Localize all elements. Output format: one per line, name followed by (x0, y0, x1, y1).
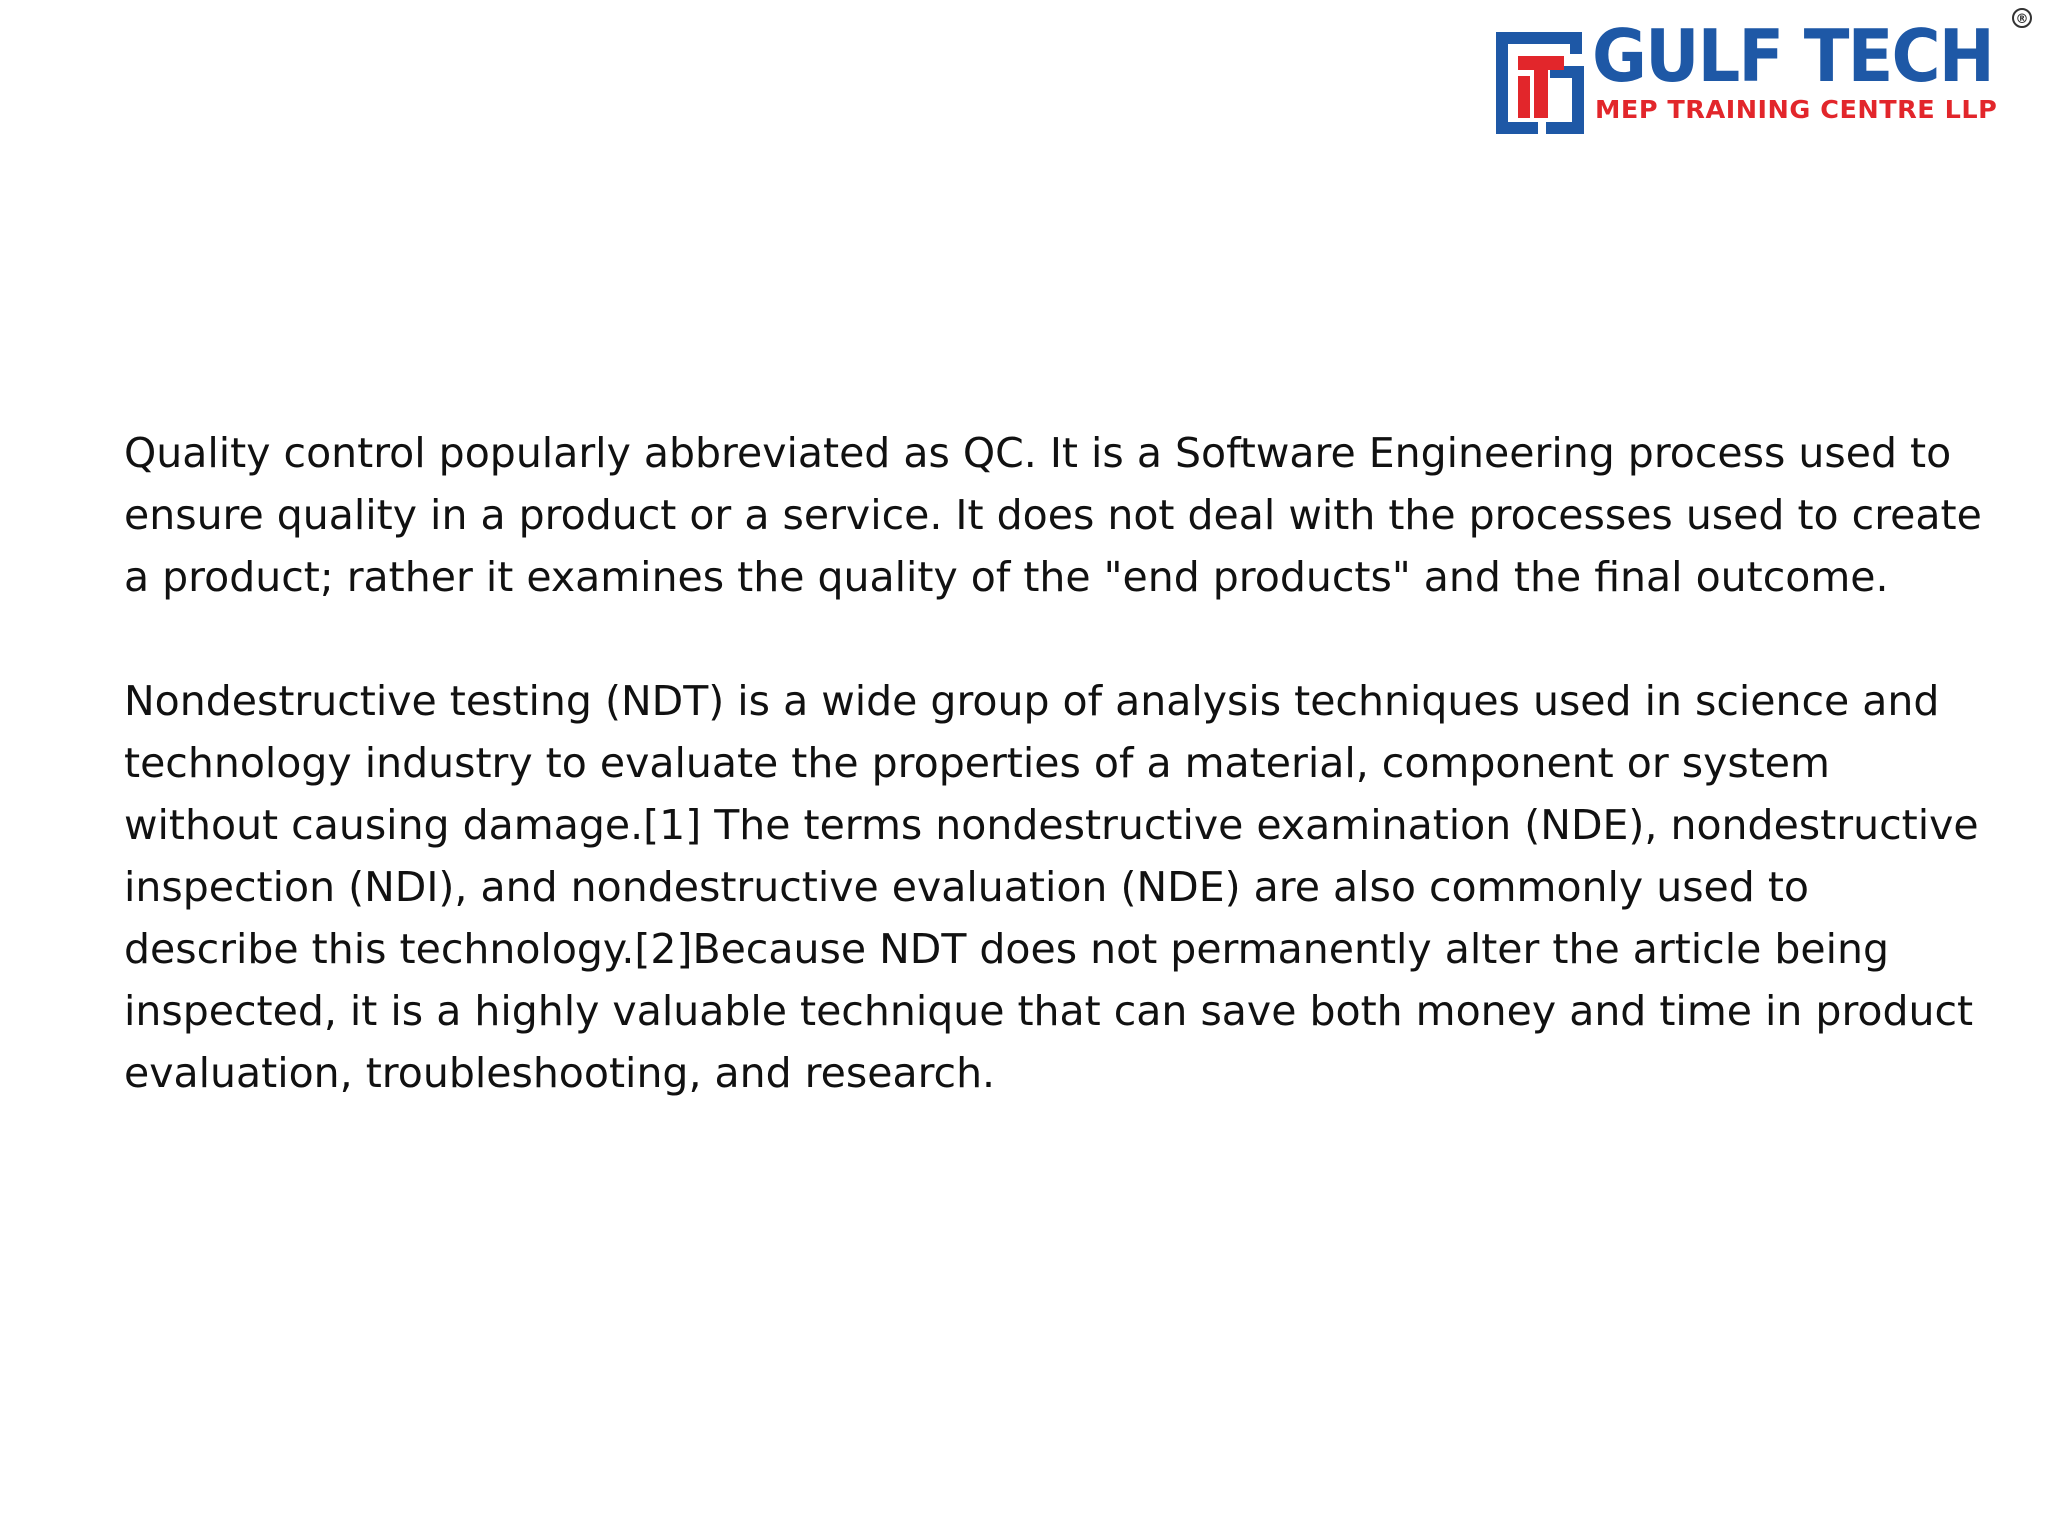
logo-subtitle: MEP TRAINING CENTRE LLP (1595, 95, 1998, 124)
gulftech-logo (1492, 6, 2032, 136)
registered-mark: ® (2012, 8, 2032, 28)
logo-brand-name: GULF TECH (1592, 14, 1993, 98)
paragraph-ndt: Nondestructive testing (NDT) is a wide group of analysis techniques used in science and technology industry to evaluate the properties of a material, component or system without causing damage.[1] The terms nondestructive examination (NDE), nondestructive inspection (NDI), and nondestructive evaluation (NDE) are also commonly used to describe this technology.[2]Because NDT does not permanently alter the article being inspected, it is a highly valuable technique that can save both money and time in product evaluation, troubleshooting, and research. (124, 677, 1979, 1097)
slide-content (124, 422, 1984, 1104)
paragraph-quality-control: Quality control popularly abbreviated as QC. It is a Software Engineering process used to ensure quality in a product or a service. It does not deal with the processes used to create a product; rather it examines the quality of the "end products" and the final outcome. (124, 429, 1982, 601)
gt-logo-mark-icon (1492, 26, 1588, 136)
